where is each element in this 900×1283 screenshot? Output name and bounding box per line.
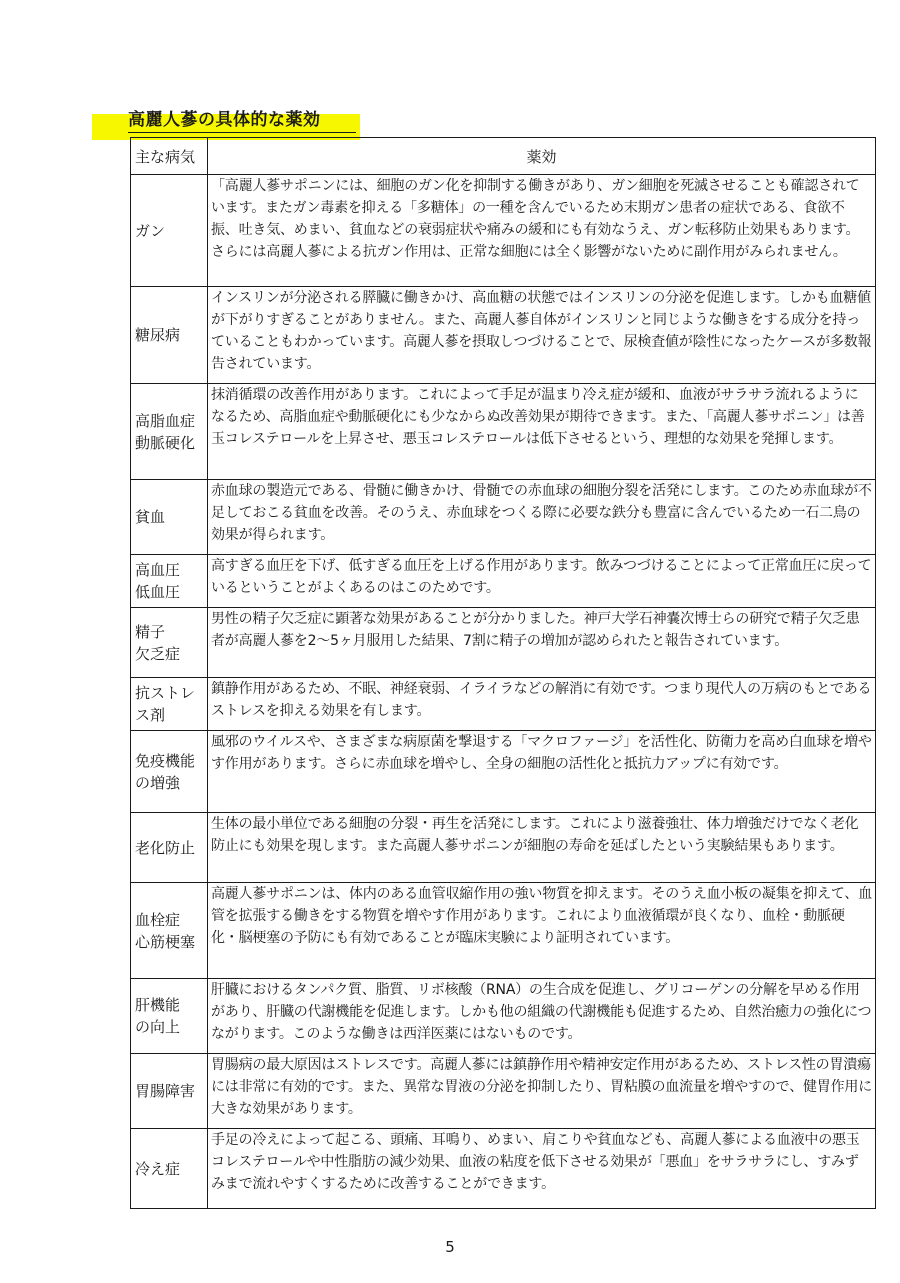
efficacy-table	[130, 137, 876, 1209]
header-effect: 薬効	[208, 138, 876, 175]
effect-cell: 高すぎる血圧を下げ、低すぎる血圧を上げる作用があります。飲みつづけることによって正常血圧に戻っているということがよくあるのはこのためです。	[208, 555, 876, 608]
table-row	[131, 480, 876, 555]
effect-cell: 赤血球の製造元である、骨髄に働きかけ、骨髄での赤血球の細胞分裂を活発にします。このため赤血球が不足しておこる貧血を改善。そのうえ、赤血球をつくる際に必要な鉄分も豊富に含んでいるため一石二鳥の効果が得られます。	[208, 480, 876, 555]
disease-cell: 高血圧 低血圧	[131, 555, 208, 608]
disease-cell: 老化防止	[131, 813, 208, 883]
effect-cell: 男性の精子欠乏症に顕著な効果があることが分かりました。神戸大学石神嚢次博士らの研究で精子欠乏患者が高麗人蔘を2～5ヶ月服用した結果、7割に精子の増加が認められたと報告されています。	[208, 608, 876, 678]
table-header-row	[131, 138, 876, 175]
effect-cell: 肝臓におけるタンパク質、脂質、リボ核酸（RNA）の生合成を促進し、グリコーゲンの分解を早める作用があり、肝臓の代謝機能を促進します。しかも他の組織の代謝機能も促進するため、自然治癒力の強化につながります。このような働きは西洋医薬にはないものです。	[208, 979, 876, 1054]
effect-cell: 生体の最小単位である細胞の分裂・再生を活発にします。これにより滋養強壮、体力増強だけでなく老化防止にも効果を現します。また高麗人蔘サポニンが細胞の寿命を延ばしたという実験結果もあります。	[208, 813, 876, 883]
table-row	[131, 979, 876, 1054]
table-row	[131, 731, 876, 813]
disease-cell: 肝機能 の向上	[131, 979, 208, 1054]
disease-cell: 高脂血症 動脈硬化	[131, 384, 208, 480]
disease-cell: 精子 欠乏症	[131, 608, 208, 678]
disease-cell: 貧血	[131, 480, 208, 555]
table-row	[131, 813, 876, 883]
effect-cell: 風邪のウイルスや、さまざまな病原菌を撃退する「マクロファージ」を活性化、防衛力を高め白血球を増やす作用があります。さらに赤血球を増やし、全身の細胞の活性化と抵抗力アップに有効です。	[208, 731, 876, 813]
disease-cell: 糖尿病	[131, 287, 208, 384]
effect-cell: 「高麗人蔘サポニンには、細胞のガン化を抑制する働きがあり、ガン細胞を死滅させることも確認されています。またガン毒素を抑える「多糖体」の一種を含んでいるため末期ガン患者の症状である、食欲不振、吐き気、めまい、貧血などの衰弱症状や痛みの緩和にも有効なうえ、ガン転移防止効果もあります。さらには高麗人蔘による抗ガン作用は、正常な細胞には全く影響がないために副作用がみられません。	[208, 175, 876, 287]
table-row	[131, 678, 876, 731]
effect-cell: 鎮静作用があるため、不眠、神経衰弱、イライラなどの解消に有効です。つまり現代人の万病のもとであるストレスを抑える効果を有します。	[208, 678, 876, 731]
effect-cell: 胃腸病の最大原因はストレスです。高麗人蔘には鎮静作用や精神安定作用があるため、ストレス性の胃潰瘍には非常に有効的です。また、異常な胃液の分泌を抑制したり、胃粘膜の血流量を増やすので、健胃作用に大きな効果があります。	[208, 1054, 876, 1129]
effect-cell: インスリンが分泌される膵臓に働きかけ、高血糖の状態ではインスリンの分泌を促進します。しかも血糖値が下がりすぎることがありません。また、高麗人蔘自体がインスリンと同じような働きをする成分を持っていることもわかっています。高麗人蔘を摂取しつづけることで、尿検査値が陰性になったケースが多数報告されています。	[208, 287, 876, 384]
disease-cell: ガン	[131, 175, 208, 287]
table-row	[131, 555, 876, 608]
title-underline	[128, 132, 356, 133]
section-title: 高麗人蔘の具体的な薬効	[128, 110, 321, 130]
table-row	[131, 1129, 876, 1209]
disease-cell: 抗ストレ ス剤	[131, 678, 208, 731]
table-row	[131, 384, 876, 480]
table-row	[131, 608, 876, 678]
page-number: 5	[445, 1238, 455, 1256]
effect-cell: 手足の冷えによって起こる、頭痛、耳鳴り、めまい、肩こりや貧血なども、高麗人蔘による血液中の悪玉コレステロールや中性脂肪の減少効果、血液の粘度を低下させる効果が「悪血」をサラサラにし、すみずみまで流れやすくするために改善することができます。	[208, 1129, 876, 1209]
table-row	[131, 175, 876, 287]
effect-cell: 抹消循環の改善作用があります。これによって手足が温まり冷え症が緩和、血液がサラサラ流れるようになるため、高脂血症や動脈硬化にも少なからぬ改善効果が期待できます。また、「高麗人蔘サポニン」は善玉コレステロールを上昇させ、悪玉コレステロールは低下させるという、理想的な効果を発揮します。	[208, 384, 876, 480]
effect-cell: 高麗人蔘サポニンは、体内のある血管収縮作用の強い物質を抑えます。そのうえ血小板の凝集を抑えて、血管を拡張する働きをする物質を増やす作用があります。これにより血液循環が良くなり、血栓・動脈硬化・脳梗塞の予防にも有効であることが臨床実験により証明されています。	[208, 883, 876, 979]
disease-cell: 血栓症 心筋梗塞	[131, 883, 208, 979]
table-row	[131, 1054, 876, 1129]
section-title-block	[92, 108, 321, 132]
disease-cell: 胃腸障害	[131, 1054, 208, 1129]
disease-cell: 冷え症	[131, 1129, 208, 1209]
header-disease: 主な病気	[131, 138, 208, 175]
disease-cell: 免疫機能 の増強	[131, 731, 208, 813]
table-row	[131, 883, 876, 979]
table-row	[131, 287, 876, 384]
